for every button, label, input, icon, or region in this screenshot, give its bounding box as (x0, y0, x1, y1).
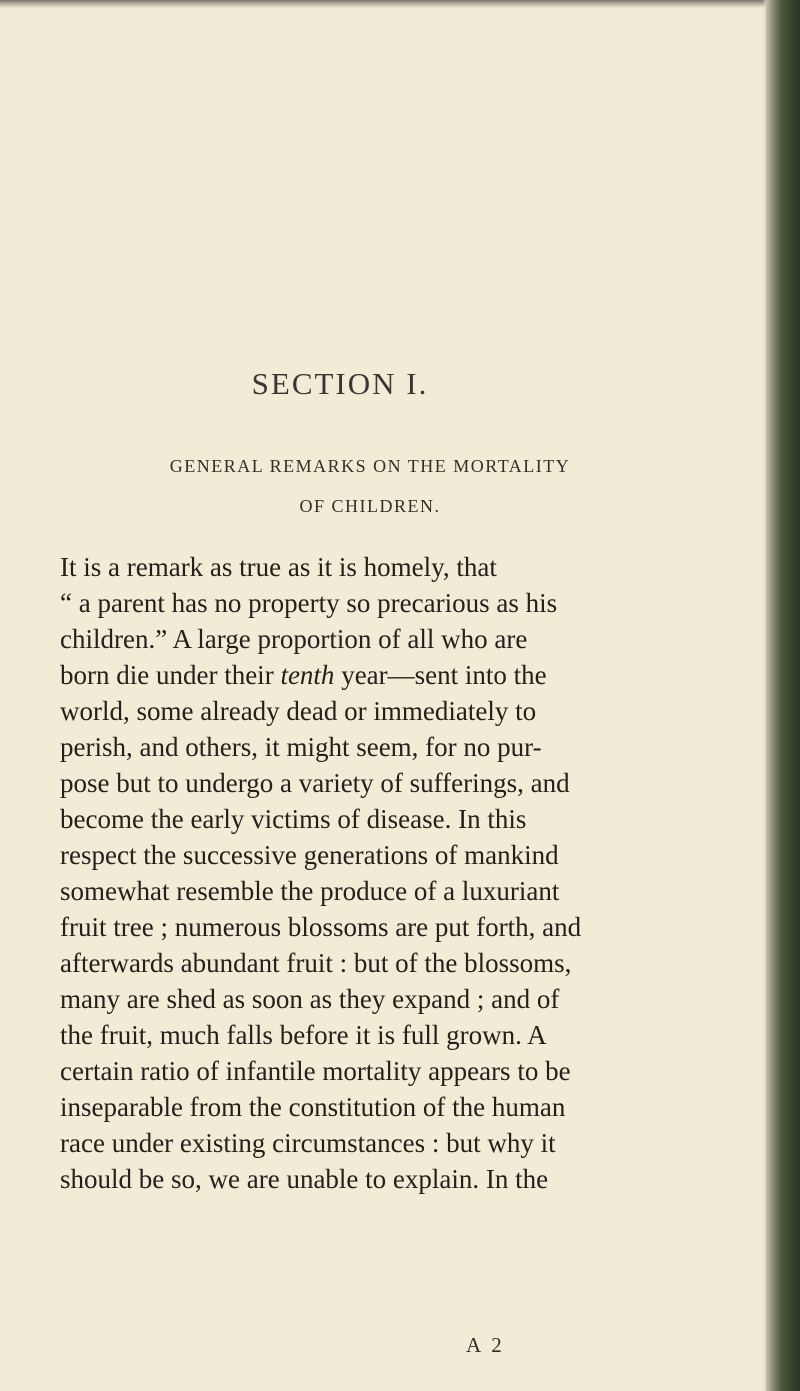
section-title: SECTION I. (251, 366, 429, 401)
text-line: fruit tree ; numerous blossoms are put forth, and (60, 912, 582, 942)
text-line: certain ratio of infantile mortality appears to be (60, 1056, 571, 1086)
section-subtitle-line-2: OF CHILDREN. (299, 496, 441, 516)
text-line: the fruit, much falls before it is full grown. A (60, 1020, 547, 1050)
text-line: somewhat resemble the produce of a luxuriant (60, 876, 560, 906)
section-subtitle-line-1: GENERAL REMARKS ON THE MORTALITY (169, 456, 571, 476)
text-fragment: born die under their (60, 660, 274, 690)
text-line: inseparable from the constitution of the human (60, 1092, 566, 1122)
text-line (60, 657, 547, 693)
text-fragment: year—sent into the (341, 660, 547, 690)
text-line: world, some already dead or immediately to (60, 696, 537, 726)
page-top-shadow (0, 0, 770, 8)
signature-mark: A 2 (466, 1333, 505, 1357)
text-line: perish, and others, it might seem, for no pur- (60, 732, 542, 762)
text-line: should be so, we are unable to explain. In the (60, 1164, 549, 1194)
italic-word: tenth (280, 660, 335, 690)
text-line: It is a remark as true as it is homely, that (60, 552, 497, 582)
text-line: pose but to undergo a variety of sufferings, and (60, 768, 570, 798)
book-binding-edge (766, 0, 800, 1391)
text-line: many are shed as soon as they expand ; and of (60, 984, 560, 1014)
text-line: children.” A large proportion of all who are (60, 624, 528, 654)
text-line: race under existing circumstances : but why it (60, 1128, 556, 1158)
text-line: respect the successive generations of mankind (60, 840, 559, 870)
text-line: “ a parent has no property so precarious as his (60, 588, 558, 618)
text-line: become the early victims of disease. In this (60, 804, 527, 834)
text-line: afterwards abundant fruit : but of the blossoms, (60, 948, 572, 978)
